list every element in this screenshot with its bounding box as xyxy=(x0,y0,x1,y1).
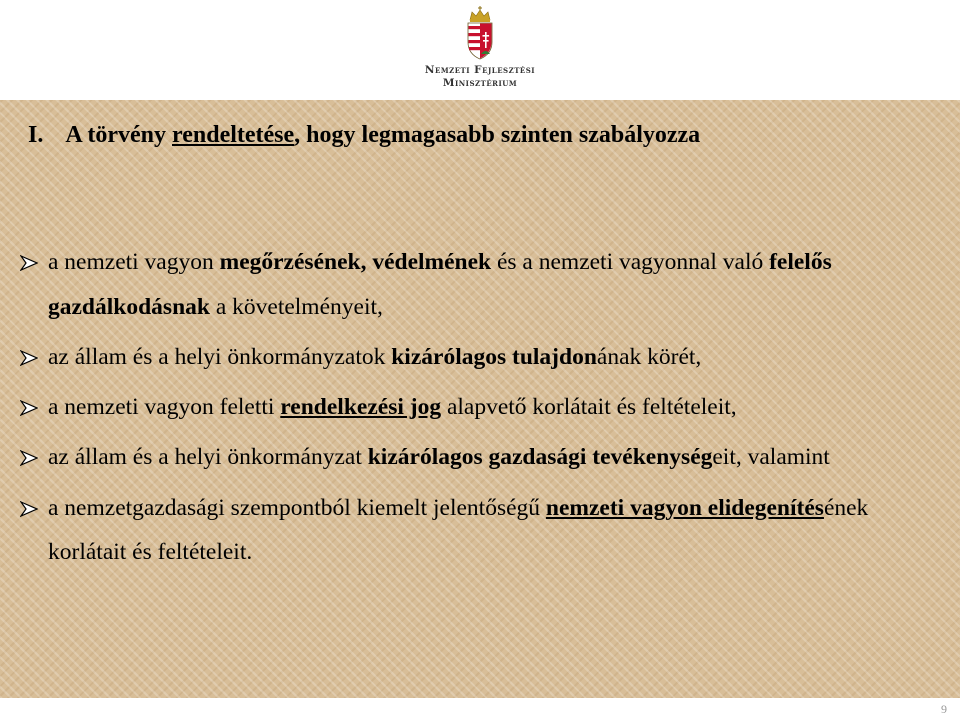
bullet-list xyxy=(20,240,945,581)
arrow-bullet-icon xyxy=(20,400,38,416)
bullet-text: és a nemzeti vagyonnal való xyxy=(491,249,770,275)
bullet-text: ának körét, xyxy=(596,344,702,370)
title-text-post: , hogy legmagasabb szinten szabályozza xyxy=(294,122,701,148)
slide-header xyxy=(0,0,960,100)
bullet-text: alapvető korlátait és feltételeit, xyxy=(441,393,737,420)
bullet-text: ének korlátait és feltételeit. xyxy=(48,494,869,565)
bullet-item-1 xyxy=(20,240,945,329)
bullet-item-4 xyxy=(20,435,945,480)
arrow-bullet-icon xyxy=(20,450,38,466)
bullet-text: a követelményeit, xyxy=(209,293,383,320)
arrow-bullet-icon xyxy=(20,501,38,517)
bullet-bold-text: felelős gazdálkodásnak xyxy=(48,249,832,320)
ministry-logo xyxy=(405,6,555,96)
bullet-item-2 xyxy=(20,335,945,380)
arrow-bullet-icon xyxy=(20,350,38,366)
bullet-bold-underlined-text: rendelkezési jog xyxy=(280,393,442,420)
bullet-text: a nemzeti vagyon xyxy=(48,249,220,275)
bullet-item-3 xyxy=(20,385,945,430)
bullet-bold-text: kizárólagos tulajdon xyxy=(391,344,597,370)
title-text-pre: A törvény xyxy=(65,122,172,148)
title-underlined-word: rendeltetése xyxy=(172,122,295,148)
slide-title xyxy=(28,122,948,149)
arrow-bullet-icon xyxy=(20,255,38,271)
bullet-bold-text: kizárólagos gazdasági tevékenység xyxy=(367,444,713,470)
hungarian-coat-of-arms-icon xyxy=(464,6,496,60)
bullet-item-5 xyxy=(20,486,945,575)
bullet-text: az állam és a helyi önkormányzatok xyxy=(48,344,392,370)
org-name-line1: Nemzeti Fejlesztési xyxy=(424,64,536,76)
bullet-text: a nemzetgazdasági szempontból kiemelt jelentőségű xyxy=(48,494,546,521)
slide-footer xyxy=(0,698,960,722)
page-number: 9 xyxy=(941,702,947,716)
bullet-text: eit, valamint xyxy=(712,444,830,470)
title-number: I. xyxy=(28,122,44,148)
org-name-line2: Minisztérium xyxy=(442,77,518,89)
bullet-bold-underlined-text: nemzeti vagyon elidegenítés xyxy=(545,494,824,521)
bullet-text: az állam és a helyi önkormányzat xyxy=(48,444,368,470)
bullet-bold-text: megőrzésének, védelmének xyxy=(219,249,492,275)
bullet-text: a nemzeti vagyon feletti xyxy=(48,393,281,420)
